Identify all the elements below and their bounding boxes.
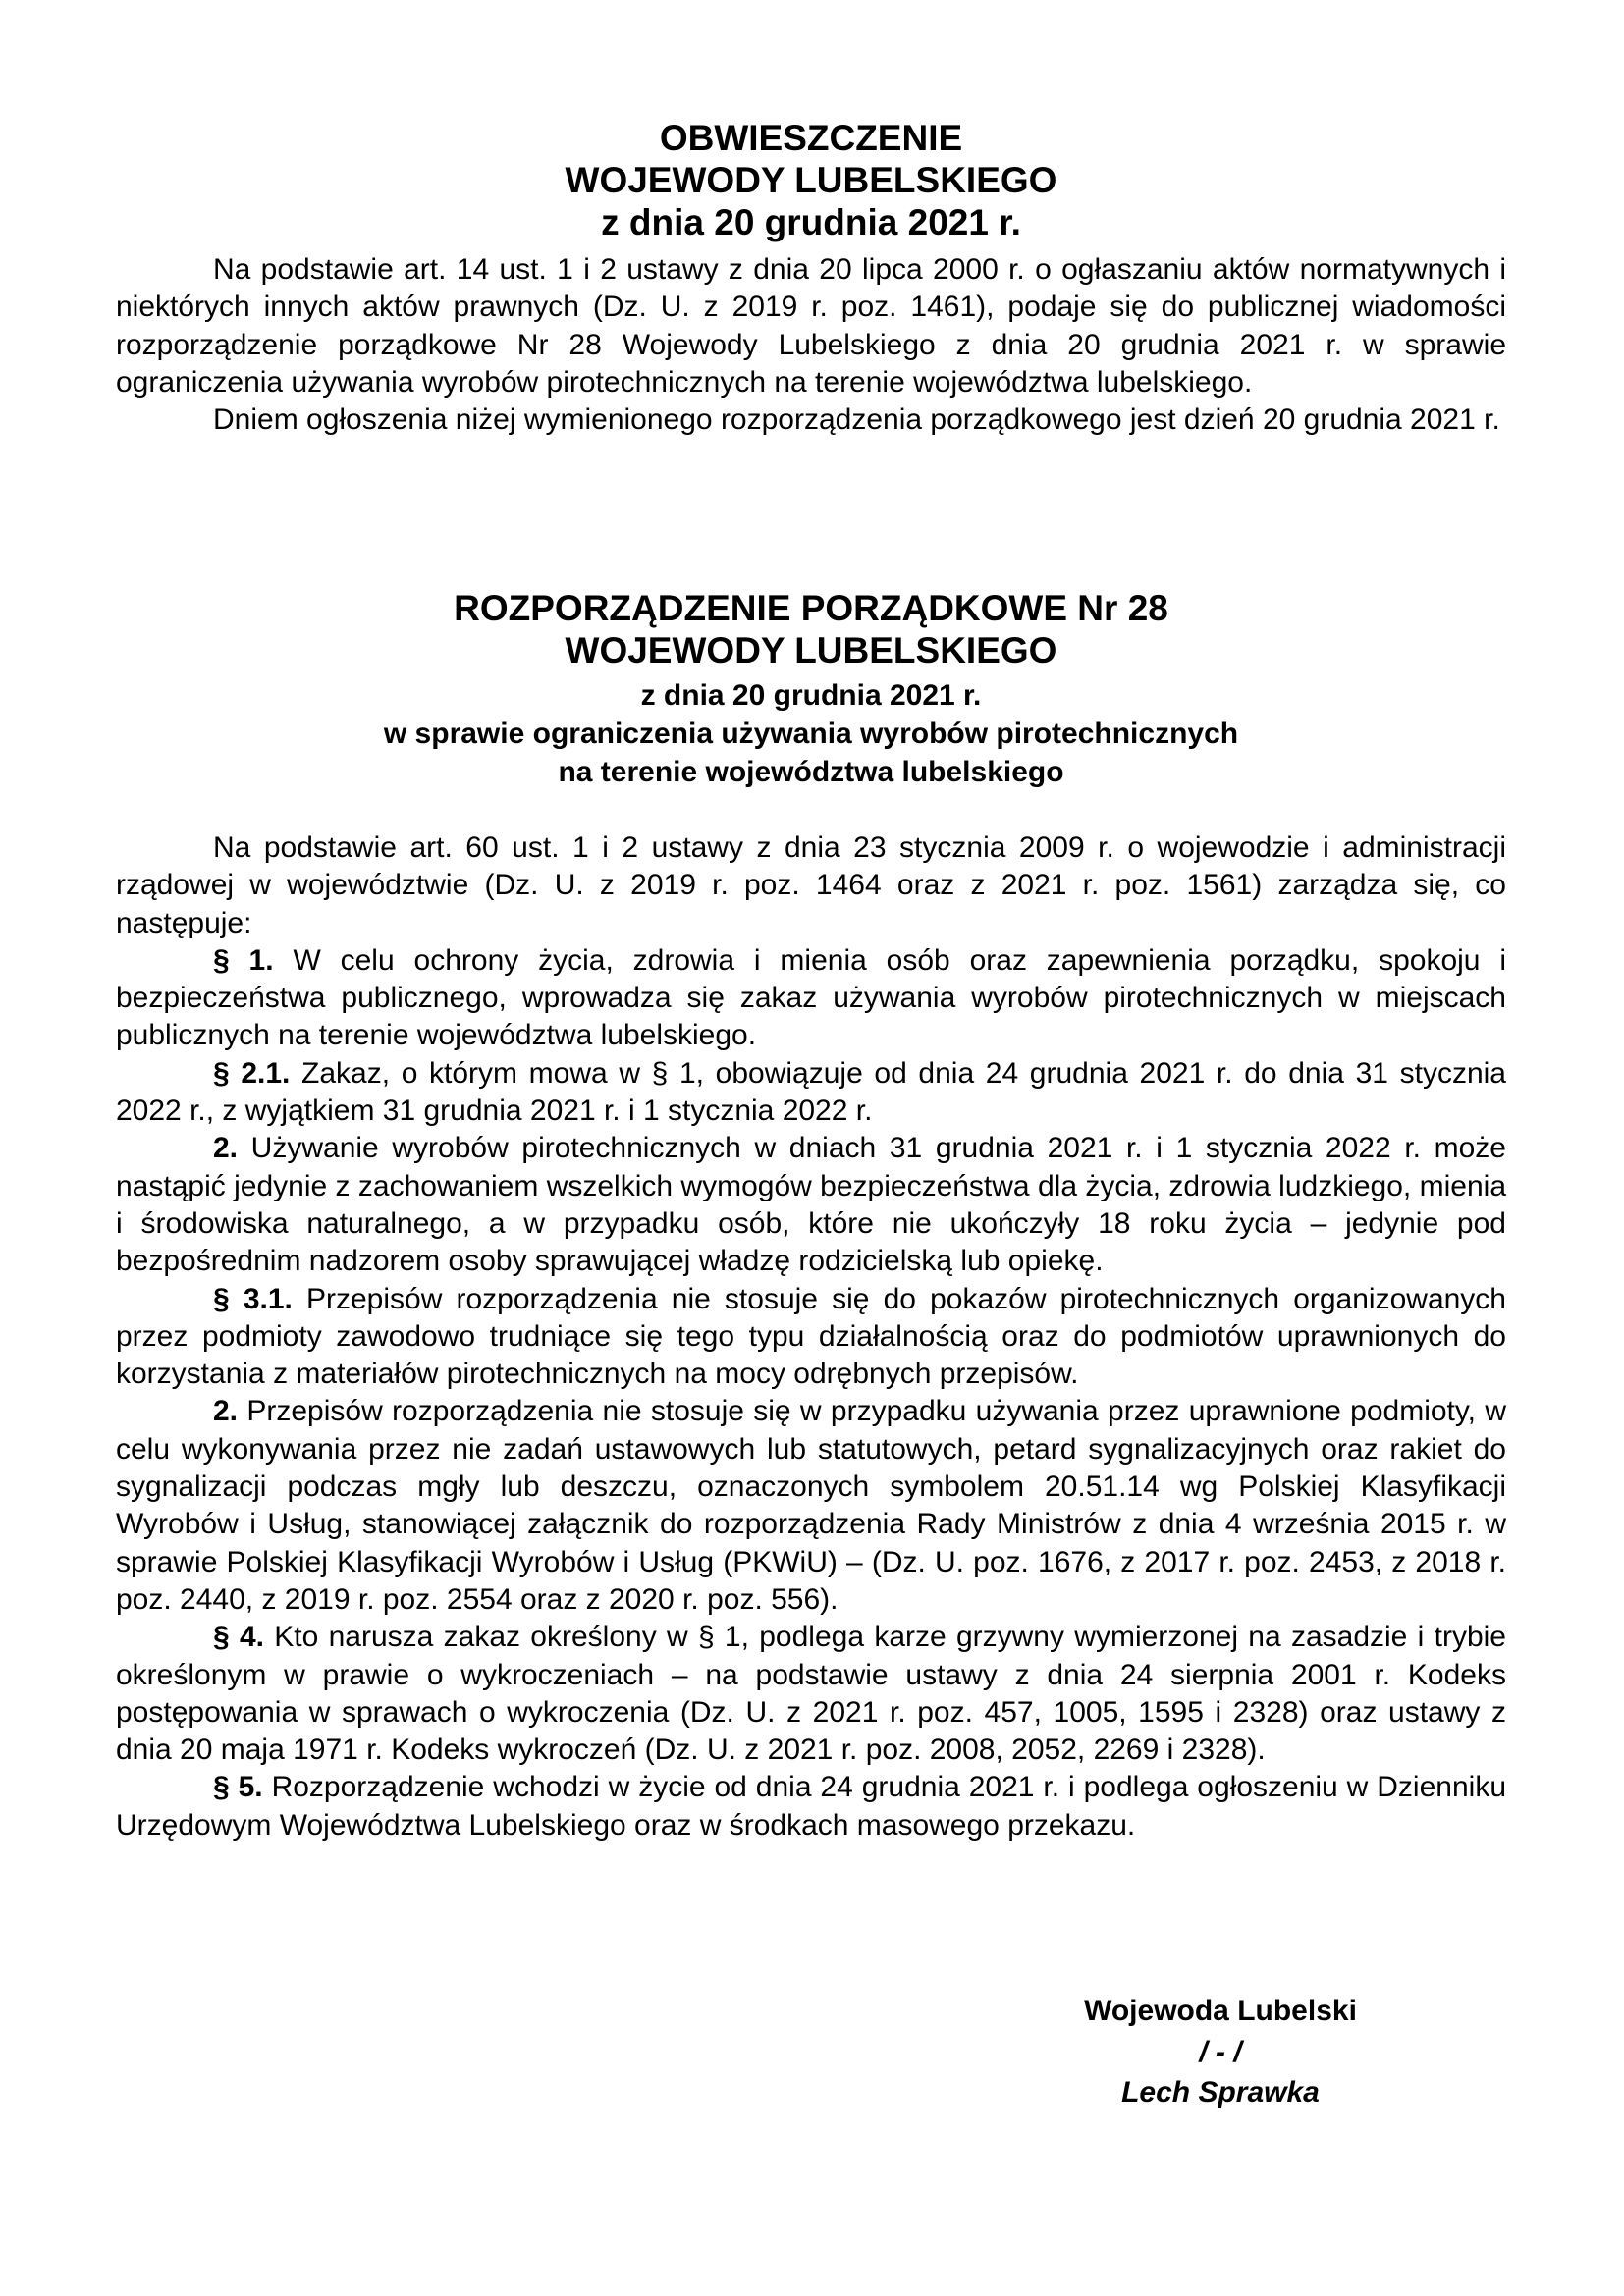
regulation-subject-line-2: na terenie województwa lubelskiego	[558, 756, 1064, 788]
section-marker: § 3.1.	[213, 1282, 293, 1315]
section-text: Kto narusza zakaz określony w § 1, podlega karze grzywny wymierzonej na zasadzie i trybie określonym w prawie o wykroczeniach – na podstawie ustawy z dnia 24 sierpnia 2001 r. Kodeks postępowania w sprawach o wykroczenia (Dz. U. z 2021 r. poz. 457, 1005, 1595 i 2328) oraz ustawy z dnia 20 maja 1971 r. Kodeks wykroczeń (Dz. U. z 2021 r. poz. 2008, 2052, 2269 i 2328).	[116, 1621, 1506, 1767]
announcement-paragraph-1: Na podstawie art. 14 ust. 1 i 2 ustawy z dnia 20 lipca 2000 r. o ogłaszaniu aktów normatywnych i niektórych innych aktów prawnych (Dz. U. z 2019 r. poz. 1461), podaje się do publicznej wiadomości rozporządzenie porządkowe Nr 28 Wojewody Lubelskiego z dnia 20 grudnia 2021 r. w sprawie ograniczenia używania wyrobów pirotechnicznych na terenie województwa lubelskiego.	[116, 253, 1506, 399]
regulation-subject-line-1: w sprawie ograniczenia używania wyrobów pirotechnicznych	[383, 718, 1239, 750]
section-marker: 2.	[213, 1132, 239, 1165]
announcement-date: z dnia 20 grudnia 2021 r.	[601, 202, 1021, 242]
regulation-title-line-2: WOJEWODY LUBELSKIEGO	[565, 630, 1057, 670]
signature-name: Lech Sprawka	[1121, 2076, 1320, 2109]
regulation-date: z dnia 20 grudnia 2021 r.	[640, 679, 982, 712]
section-text: Przepisów rozporządzenia nie stosuje się do pokazów pirotechnicznych organizowanych przez podmioty zawodowo trudniące się tego typu działalnością oraz do podmiotów uprawnionych do korzystania z materiałów pirotechnicznych na mocy odrębnych przepisów.	[116, 1282, 1506, 1391]
signature-mark: / - /	[1199, 2035, 1242, 2068]
section-3-1	[116, 1281, 1506, 1394]
regulation-body	[116, 829, 1506, 1844]
section-text: Przepisów rozporządzenia nie stosuje się w przypadku używania przez uprawnione podmioty, w celu wykonywania przez nie zadań ustawowych lub statutowych, petard sygnalizacyjnych oraz rakiet do sygnalizacji podczas mgły lub deszczu, oznaczonych symbolem 20.51.14 wg Polskiej Klasyfikacji Wyrobów i Usług, stanowiącej załącznik do rozporządzenia Rady Ministrów z dnia 4 września 2015 r. w sprawie Polskiej Klasyfikacji Wyrobów i Usług (PKWiU) – (Dz. U. poz. 1676, z 2017 r. poz. 2453, z 2018 r. poz. 2440, z 2019 r. poz. 2554 oraz z 2020 r. poz. 556).	[116, 1395, 1506, 1616]
announcement-paragraph-2: Dniem ogłoszenia niżej wymienionego rozporządzenia porządkowego jest dzień 20 grudnia 2021 r.	[213, 403, 1500, 437]
section-1	[116, 942, 1506, 1055]
regulation-preamble: Na podstawie art. 60 ust. 1 i 2 ustawy z dnia 23 stycznia 2009 r. o wojewodzie i administracji rządowej w województwie (Dz. U. z 2019 r. poz. 1464 oraz z 2021 r. poz. 1561) zarządza się, co następuje:	[116, 831, 1506, 939]
section-marker: 2.	[213, 1395, 239, 1428]
signature-block	[1024, 1991, 1417, 2113]
section-4	[116, 1619, 1506, 1769]
section-marker: § 1.	[213, 943, 274, 977]
section-3-2	[116, 1393, 1506, 1619]
regulation-title-line-1: ROZPORZĄDZENIE PORZĄDKOWE Nr 28	[454, 588, 1168, 628]
announcement-title-line-1: OBWIESZCZENIE	[659, 118, 963, 158]
section-marker: § 5.	[213, 1771, 263, 1804]
announcement-title-line-2: WOJEWODY LUBELSKIEGO	[565, 160, 1057, 200]
regulation-subtitle	[116, 676, 1506, 791]
section-text: Używanie wyrobów pirotechnicznych w dniach 31 grudnia 2021 r. i 1 stycznia 2022 r. może nastąpić jedynie z zachowaniem wszelkich wymogów bezpieczeństwa dla życia, zdrowia ludzkiego, mienia i środowiska naturalnego, a w przypadku osób, które nie ukończyły 18 roku życia – jedynie pod bezpośrednim nadzorem osoby sprawującej władzę rodzicielską lub opiekę.	[116, 1132, 1506, 1278]
section-marker: § 4.	[213, 1621, 264, 1654]
announcement-body	[116, 251, 1506, 439]
announcement-title	[116, 117, 1506, 243]
section-2-1	[116, 1055, 1506, 1131]
section-text: W celu ochrony życia, zdrowia i mienia osób oraz zapewnienia porządku, spokoju i bezpieczeństwa publicznego, wprowadza się zakaz używania wyrobów pirotechnicznych w miejscach publicznych na terenie województwa lubelskiego.	[116, 943, 1507, 1052]
section-text: Zakaz, o którym mowa w § 1, obowiązuje od dnia 24 grudnia 2021 r. do dnia 31 stycznia 2022 r., z wyjątkiem 31 grudnia 2021 r. i 1 stycznia 2022 r.	[116, 1056, 1506, 1128]
section-text: Rozporządzenie wchodzi w życie od dnia 24 grudnia 2021 r. i podlega ogłoszeniu w Dzienniku Urzędowym Województwa Lubelskiego oraz w środkach masowego przekazu.	[116, 1771, 1506, 1842]
section-2-2	[116, 1130, 1506, 1280]
section-marker: § 2.1.	[213, 1056, 291, 1090]
section-5	[116, 1769, 1506, 1844]
signature-office: Wojewoda Lubelski	[1084, 1995, 1357, 2027]
regulation-title	[116, 587, 1506, 671]
